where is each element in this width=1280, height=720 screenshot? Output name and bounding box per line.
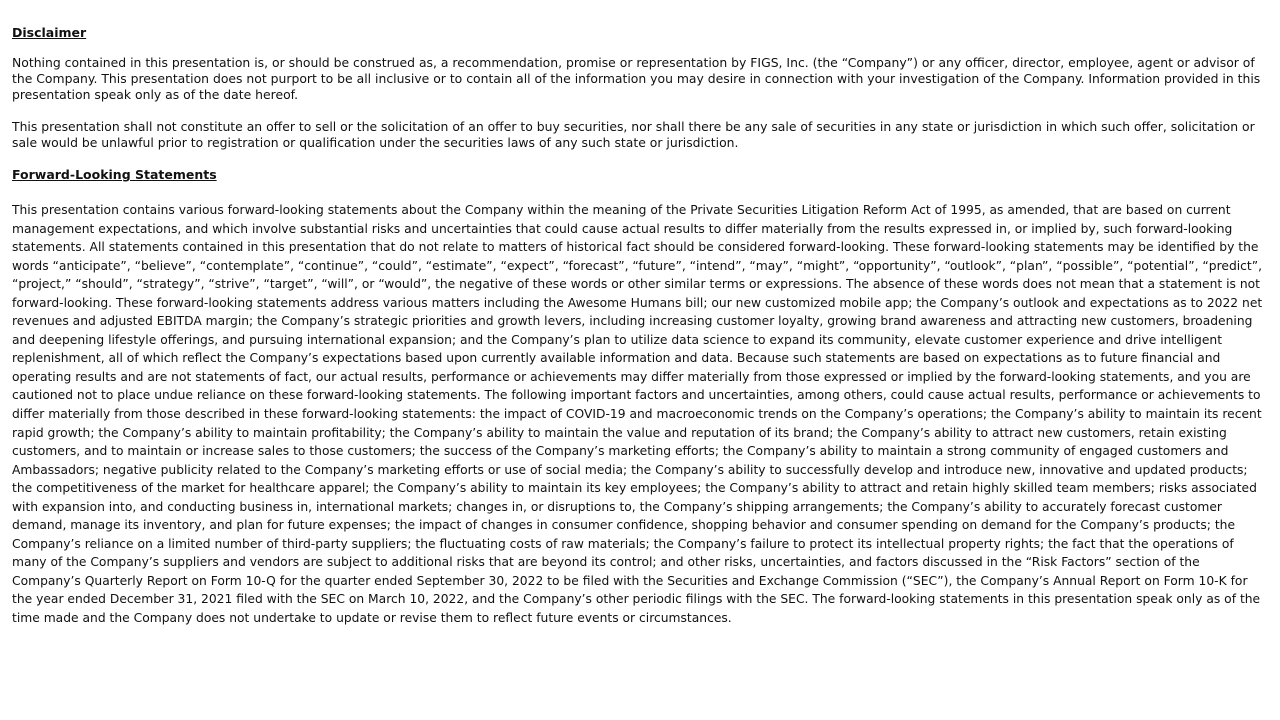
forward-looking-heading: Forward-Looking Statements <box>12 167 217 182</box>
disclaimer-paragraph: This presentation shall not constitute an offer to sell or the solicitation of an offer to buy securities, nor shall there be any sale of securities in any state or jurisdiction in which such offer, solicitation or sale would be unlawful prior to registration or qualification under the securities laws of any such state or jurisdiction. <box>12 119 1255 150</box>
disclaimer-paragraph: Nothing contained in this presentation is, or should be construed as, a recommendation, promise or representation by FIGS, Inc. (the “Company”) or any officer, director, employee, agent or advisor of the Company. This presentation does not purport to be all inclusive or to contain all of the information you may desire in connection with your investigation of the Company. Information provided in this presentation speak only as of the date hereof. <box>12 55 1261 102</box>
disclaimer-heading: Disclaimer <box>12 25 87 40</box>
forward-looking-paragraph: This presentation contains various forward-looking statements about the Company within the meaning of the Private Securities Litigation Reform Act of 1995, as amended, that are based on current management expectations, and which involve substantial risks and uncertainties that could cause actual results to differ materially from the results expressed in, or implied by, such forward-looking statements. All statements contained in this presentation that do not relate to matters of historical fact should be considered forward-looking. These forward-looking statements may be identified by the words “anticipate”, “believe”, “contemplate”, “continue”, “could”, “estimate”, “expect”, “forecast”, “future”, “intend”, “may”, “might”, “opportunity”, “outlook”, “plan”, “possible”, “potential”, “predict”, “project,” “should”, “strategy”, “strive”, “target”, “will”, or “would”, the negative of these words or other similar terms or expressions. The absence of these words does not mean that a statement is not forward-looking. These forward-looking statements address various matters including the Awesome Humans bill; our new customized mobile app; the Company’s outlook and expectations as to 2022 net revenues and adjusted EBITDA margin; the Company’s strategic priorities and growth levers, including increasing customer loyalty, growing brand awareness and attracting new customers, broadening and deepening lifestyle offerings, and pursuing international expansion; and the Company’s plan to utilize data science to expand its community, elevate customer experience and drive intelligent replenishment, all of which reflect the Company’s expectations based upon currently available information and data. Because such statements are based on expectations as to future financial and operating results and are not statements of fact, our actual results, performance or achievements may differ materially from those expressed or implied by the forward-looking statements, and you are cautioned not to place undue reliance on these forward-looking statements. The following important factors and uncertainties, among others, could cause actual results, performance or achievements to differ materially from those described in these forward-looking statements: the impact of COVID-19 and macroeconomic trends on the Company’s operations; the Company’s ability to maintain its recent rapid growth; the Company’s ability to maintain profitability; the Company’s ability to maintain the value and reputation of its brand; the Company’s ability to attract new customers, retain existing customers, and to maintain or increase sales to those customers; the success of the Company’s marketing efforts; the Company’s ability to maintain a strong community of engaged customers and Ambassadors; negative publicity related to the Company’s marketing efforts or use of social media; the Company’s ability to successfully develop and introduce new, innovative and updated products; the competitiveness of the market for healthcare apparel; the Company’s ability to maintain its key employees; the Company’s ability to attract and retain highly skilled team members; risks associated with expansion into, and conducting business in, international markets; changes in, or disruptions to, the Company’s shipping arrangements; the Company’s ability to accurately forecast customer demand, manage its inventory, and plan for future expenses; the impact of changes in consumer confidence, shopping behavior and consumer spending on demand for the Company’s products; the Company’s reliance on a limited number of third-party suppliers; the fluctuating costs of raw materials; the Company’s failure to protect its intellectual property rights; the fact that the operations of many of the Company’s suppliers and vendors are subject to additional risks that are beyond its control; and other risks, uncertainties, and factors discussed in the “Risk Factors” section of the Company’s Quarterly Report on Form 10-Q for the quarter ended September 30, 2022 to be filed with the Securities and Exchange Commission (“SEC”), the Company’s Annual Report on Form 10-K for the year ended December 31, 2021 filed with the SEC on March 10, 2022, and the Company’s other periodic filings with the SEC. The forward-looking statements in this presentation speak only as of the time made and the Company does not undertake to update or revise them to reflect future events or circumstances. <box>12 203 1263 626</box>
disclaimer-slide <box>12 24 1270 628</box>
